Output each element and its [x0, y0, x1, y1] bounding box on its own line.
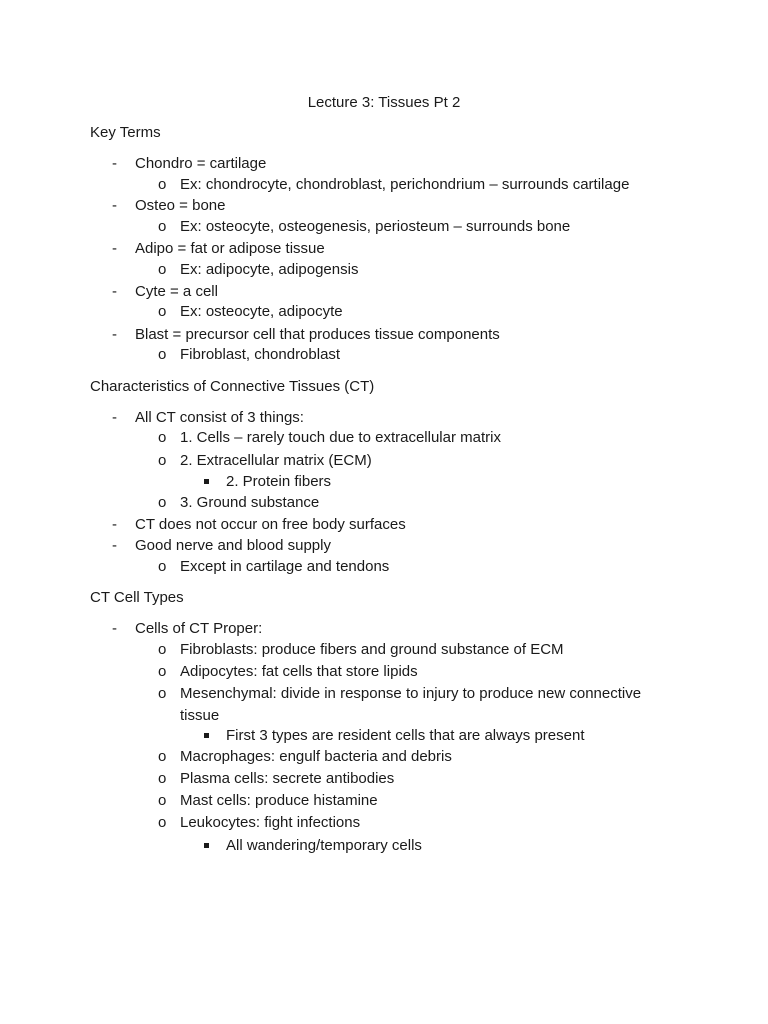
list-item: Blast = precursor cell that produces tissue components — [135, 326, 500, 343]
circle-bullet: o — [158, 663, 167, 680]
section-heading-characteristics: Characteristics of Connective Tissues (CT) — [90, 378, 375, 395]
list-item: Ex: adipocyte, adipogensis — [180, 261, 359, 278]
list-item: All wandering/temporary cells — [226, 837, 422, 854]
circle-bullet: o — [158, 346, 167, 363]
dash-bullet: - — [112, 197, 117, 214]
list-item: Except in cartilage and tendons — [180, 558, 390, 575]
square-bullet-icon — [204, 733, 209, 738]
dash-bullet: - — [112, 516, 117, 533]
list-item-continuation: tissue — [180, 707, 220, 724]
circle-bullet: o — [158, 685, 167, 702]
list-item: Ex: osteocyte, osteogenesis, periosteum – surrounds bone — [180, 218, 571, 235]
list-item: First 3 types are resident cells that are always present — [226, 727, 585, 744]
dash-bullet: - — [112, 537, 117, 554]
list-item: Plasma cells: secrete antibodies — [180, 770, 395, 787]
dash-bullet: - — [112, 283, 117, 300]
list-item: Good nerve and blood supply — [135, 537, 331, 554]
circle-bullet: o — [158, 770, 167, 787]
dash-bullet: - — [112, 240, 117, 257]
list-item: CT does not occur on free body surfaces — [135, 516, 406, 533]
list-item: Fibroblasts: produce fibers and ground substance of ECM — [180, 641, 564, 658]
list-item: Leukocytes: fight infections — [180, 814, 361, 831]
list-item: Mast cells: produce histamine — [180, 792, 378, 809]
dash-bullet: - — [112, 620, 117, 637]
circle-bullet: o — [158, 748, 167, 765]
list-item: Adipo = fat or adipose tissue — [135, 240, 325, 257]
circle-bullet: o — [158, 176, 167, 193]
circle-bullet: o — [158, 494, 167, 511]
list-item: 2. Protein fibers — [226, 473, 332, 490]
circle-bullet: o — [158, 218, 167, 235]
list-item: Macrophages: engulf bacteria and debris — [180, 748, 452, 765]
circle-bullet: o — [158, 452, 167, 469]
list-item: 3. Ground substance — [180, 494, 320, 511]
list-item: Chondro = cartilage — [135, 155, 267, 172]
list-item: Cells of CT Proper: — [135, 620, 263, 637]
list-item: Fibroblast, chondroblast — [180, 346, 341, 363]
circle-bullet: o — [158, 558, 167, 575]
circle-bullet: o — [158, 261, 167, 278]
list-item: Ex: chondrocyte, chondroblast, perichondrium – surrounds cartilage — [180, 176, 630, 193]
circle-bullet: o — [158, 303, 167, 320]
dash-bullet: - — [112, 409, 117, 426]
section-heading-key-terms: Key Terms — [90, 124, 161, 141]
list-item: 1. Cells – rarely touch due to extracellular matrix — [180, 429, 501, 446]
list-item: Adipocytes: fat cells that store lipids — [180, 663, 418, 680]
circle-bullet: o — [158, 429, 167, 446]
circle-bullet: o — [158, 641, 167, 658]
list-item: 2. Extracellular matrix (ECM) — [180, 452, 372, 469]
list-item: Osteo = bone — [135, 197, 226, 214]
list-item: Ex: osteocyte, adipocyte — [180, 303, 343, 320]
list-item: Mesenchymal: divide in response to injury to produce new connective — [180, 685, 642, 702]
dash-bullet: - — [112, 155, 117, 172]
list-item: Cyte = a cell — [135, 283, 218, 300]
section-heading-cell-types: CT Cell Types — [90, 589, 184, 606]
square-bullet-icon — [204, 843, 209, 848]
square-bullet-icon — [204, 479, 209, 484]
dash-bullet: - — [112, 326, 117, 343]
page-title: Lecture 3: Tissues Pt 2 — [307, 94, 461, 111]
circle-bullet: o — [158, 792, 167, 809]
circle-bullet: o — [158, 814, 167, 831]
list-item: All CT consist of 3 things: — [135, 409, 304, 426]
